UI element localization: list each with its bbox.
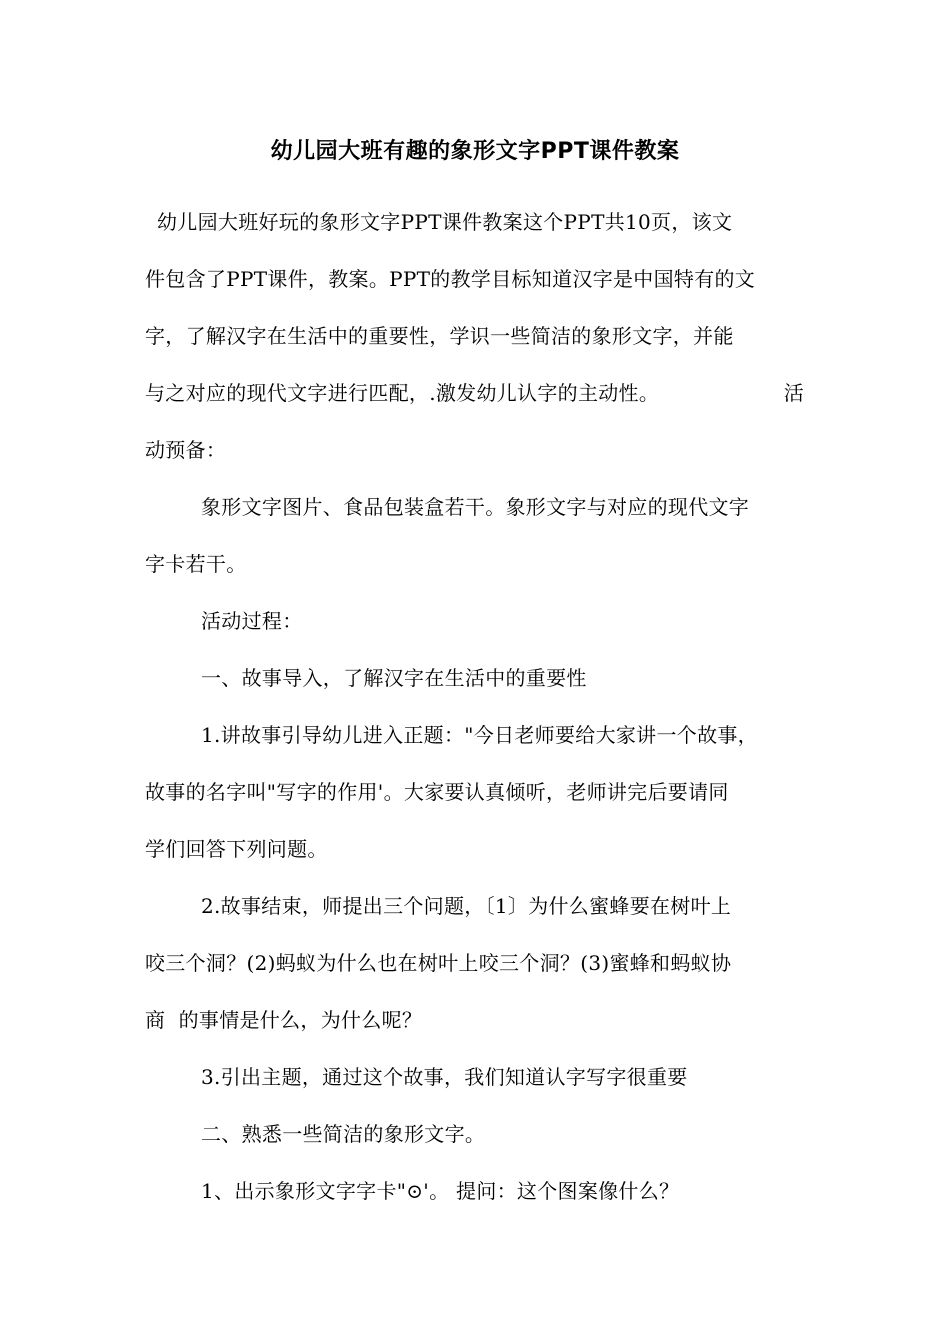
section2-heading (145, 1106, 810, 1163)
item2-line-1: 2.故事结束，师提出三个问题，〔1〕为什么蜜蜂要在树叶上 (201, 894, 732, 918)
process-heading (145, 593, 810, 650)
intro-paragraph (145, 194, 810, 479)
intro-line-1: 幼儿园大班好玩的象形文字PPT课件教案这个PPT共10页，该文 (157, 210, 733, 234)
prep-line-1: 象形文字图片、食品包装盒若干。象形文字与对应的现代文字 (201, 495, 750, 519)
process-heading-text: 活动过程： (201, 609, 303, 633)
item1-line-2: 故事的名字叫"写字的作用'。大家要认真倾听，老师讲完后要请同 (145, 780, 729, 804)
item1-line-1: 1.讲故事引导幼儿进入正题："今日老师要给大家讲一个故事， (201, 723, 758, 747)
item2-line-3: 商 的事情是什么，为什么呢？ (145, 1008, 423, 1032)
intro-line-2: 件包含了PPT课件，教案。PPT的教学目标知道汉字是中国特有的文 (145, 267, 756, 291)
document-title: 幼儿园大班有趣的象形文字PPT课件教案 (270, 139, 680, 164)
item3-paragraph (145, 1049, 810, 1106)
intro-line-4-tail: 活 (783, 381, 804, 405)
section1-heading (145, 650, 810, 707)
section2-heading-text: 二、熟悉一些简洁的象形文字。 (201, 1122, 486, 1146)
item2-line-2: 咬三个洞？(2)蚂蚁为什么也在树叶上咬三个洞？(3)蜜蜂和蚂蚁协 (145, 951, 732, 975)
prep-paragraph (145, 479, 810, 593)
section1-heading-text: 一、故事导入，了解汉字在生活中的重要性 (201, 666, 587, 690)
item1-paragraph (145, 707, 810, 878)
item4-line: 1、出示象形文字字卡"⊙'。 提问：这个图案像什么？ (201, 1179, 680, 1203)
intro-line-4 (145, 365, 810, 422)
item3-line: 3.引出主题，通过这个故事，我们知道认字写字很重要 (201, 1065, 688, 1089)
intro-line-4-text: 与之对应的现代文字进行匹配，.激发幼儿认字的主动性。 (145, 381, 660, 405)
prep-line-2: 字卡若干。 (145, 552, 247, 576)
item4-paragraph (145, 1163, 810, 1220)
intro-line-3: 字，了解汉字在生活中的重要性，学识一些简洁的象形文字，并能 (145, 324, 734, 348)
item1-line-3: 学们回答下列问题。 (145, 837, 328, 861)
item2-paragraph (145, 878, 810, 1049)
intro-line-5: 动预备： (145, 438, 227, 462)
